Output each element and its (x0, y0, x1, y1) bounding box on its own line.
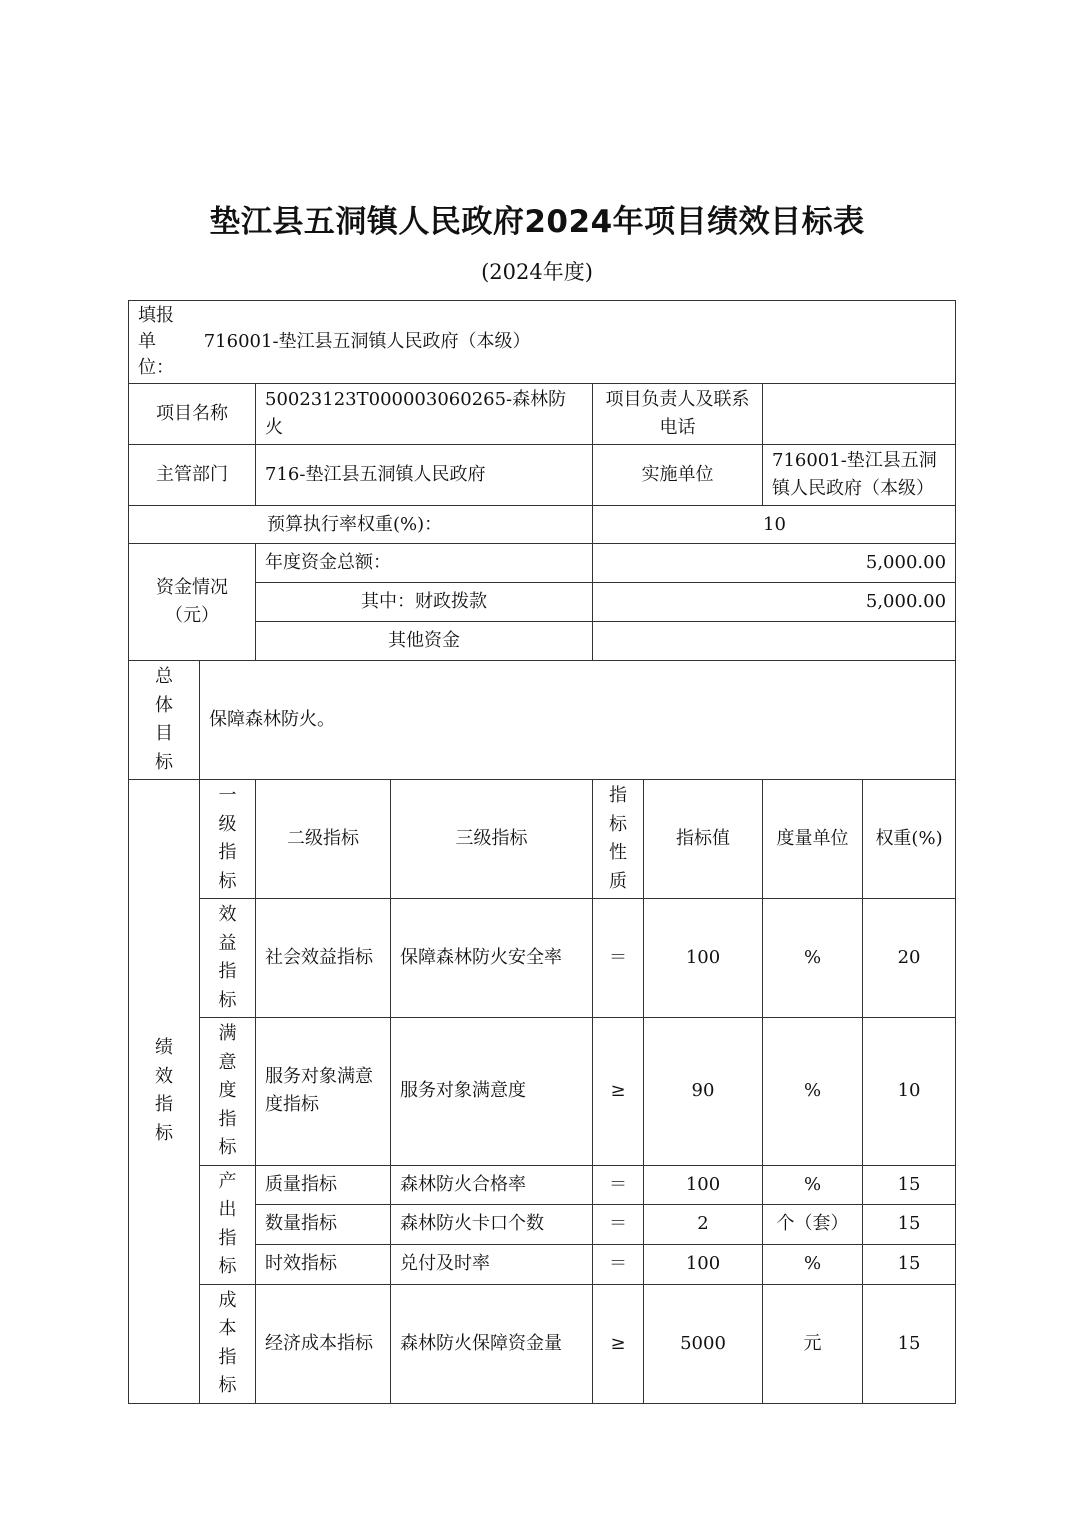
value-cell: 5000 (644, 1284, 763, 1403)
level3-cell: 保障森林防火安全率 (391, 899, 593, 1018)
level1-cell: 满 意 度 指 标 (200, 1018, 256, 1166)
table-row (129, 1165, 956, 1205)
overall-goal-row (129, 661, 956, 780)
document-title: 垫江县五洞镇人民政府2024年项目绩效目标表 (209, 204, 865, 240)
indicator-header-row (129, 780, 956, 899)
unit-cell: % (763, 1165, 863, 1205)
fiscal-label: 其中：财政拨款 (256, 583, 593, 622)
annual-total-label: 年度资金总额： (256, 544, 593, 583)
project-leader-value (763, 384, 956, 445)
nature-cell: ＝ (593, 1244, 644, 1284)
unit-cell: % (763, 1244, 863, 1284)
perf-label: 绩 效 指 标 (129, 780, 200, 1404)
level1-cell: 成 本 指 标 (200, 1284, 256, 1403)
table-row (129, 899, 956, 1018)
header-nature: 指 标 性 质 (593, 780, 644, 899)
level3-cell: 服务对象满意度 (391, 1018, 593, 1166)
goal-value: 保障森林防火。 (200, 661, 956, 780)
impl-unit-label: 实施单位 (593, 445, 763, 506)
header-level1: 一 级 指 标 (200, 780, 256, 899)
other-label: 其他资金 (256, 622, 593, 661)
budget-weight-row (129, 506, 956, 544)
dept-value: 716-垫江县五洞镇人民政府 (256, 445, 593, 506)
goal-label: 总 体 目 标 (129, 661, 200, 780)
header-unit: 度量单位 (763, 780, 863, 899)
reporting-unit-label: 填报单位： (138, 305, 174, 378)
table-row (129, 1284, 956, 1403)
unit-cell: 个（套） (763, 1205, 863, 1245)
weight-cell: 10 (863, 1018, 956, 1166)
header-weight: 权重(%) (863, 780, 956, 899)
level2-cell: 社会效益指标 (256, 899, 391, 1018)
document-subtitle: (2024年度) (481, 260, 593, 284)
level1-cell: 产 出 指 标 (200, 1165, 256, 1284)
reporting-unit-value: 716001-垫江县五洞镇人民政府（本级） (203, 331, 531, 352)
project-leader-label: 项目负责人及联系电话 (593, 384, 763, 445)
value-cell: 100 (644, 1165, 763, 1205)
department-row (129, 445, 956, 506)
level1-cell: 效 益 指 标 (200, 899, 256, 1018)
weight-cell: 15 (863, 1205, 956, 1245)
header-value: 指标值 (644, 780, 763, 899)
fiscal-value: 5,000.00 (593, 583, 956, 622)
level3-cell: 森林防火合格率 (391, 1165, 593, 1205)
level2-cell: 数量指标 (256, 1205, 391, 1245)
value-cell: 90 (644, 1018, 763, 1166)
reporting-unit-cell (129, 301, 956, 384)
impl-unit-value: 716001-垫江县五洞镇人民政府（本级） (763, 445, 956, 506)
unit-cell: 元 (763, 1284, 863, 1403)
value-cell: 100 (644, 899, 763, 1018)
dept-label: 主管部门 (129, 445, 256, 506)
other-value (593, 622, 956, 661)
nature-cell: ≥ (593, 1284, 644, 1403)
level2-cell: 时效指标 (256, 1244, 391, 1284)
project-name-value: 50023123T000003060265-森林防火 (256, 384, 593, 445)
level3-cell: 森林防火卡口个数 (391, 1205, 593, 1245)
annual-total-value: 5,000.00 (593, 544, 956, 583)
funds-label: 资金情况（元） (129, 544, 256, 661)
table-row (129, 1018, 956, 1166)
project-name-label: 项目名称 (129, 384, 256, 445)
nature-cell: ＝ (593, 1205, 644, 1245)
budget-weight-value: 10 (593, 506, 956, 544)
level2-cell: 服务对象满意度指标 (256, 1018, 391, 1166)
weight-cell: 15 (863, 1244, 956, 1284)
weight-cell: 20 (863, 899, 956, 1018)
weight-cell: 15 (863, 1284, 956, 1403)
nature-cell: ≥ (593, 1018, 644, 1166)
annual-total-row (129, 544, 956, 583)
header-level3: 三级指标 (391, 780, 593, 899)
unit-cell: % (763, 1018, 863, 1166)
value-cell: 100 (644, 1244, 763, 1284)
budget-weight-label: 预算执行率权重(%)： (129, 506, 593, 544)
level3-cell: 森林防火保障资金量 (391, 1284, 593, 1403)
project-name-row (129, 384, 956, 445)
nature-cell: ＝ (593, 1165, 644, 1205)
level2-cell: 质量指标 (256, 1165, 391, 1205)
weight-cell: 15 (863, 1165, 956, 1205)
performance-target-table (128, 300, 956, 1404)
value-cell: 2 (644, 1205, 763, 1245)
level2-cell: 经济成本指标 (256, 1284, 391, 1403)
unit-cell: % (763, 899, 863, 1018)
header-level2: 二级指标 (256, 780, 391, 899)
level3-cell: 兑付及时率 (391, 1244, 593, 1284)
reporting-unit-row (129, 301, 956, 384)
nature-cell: ＝ (593, 899, 644, 1018)
